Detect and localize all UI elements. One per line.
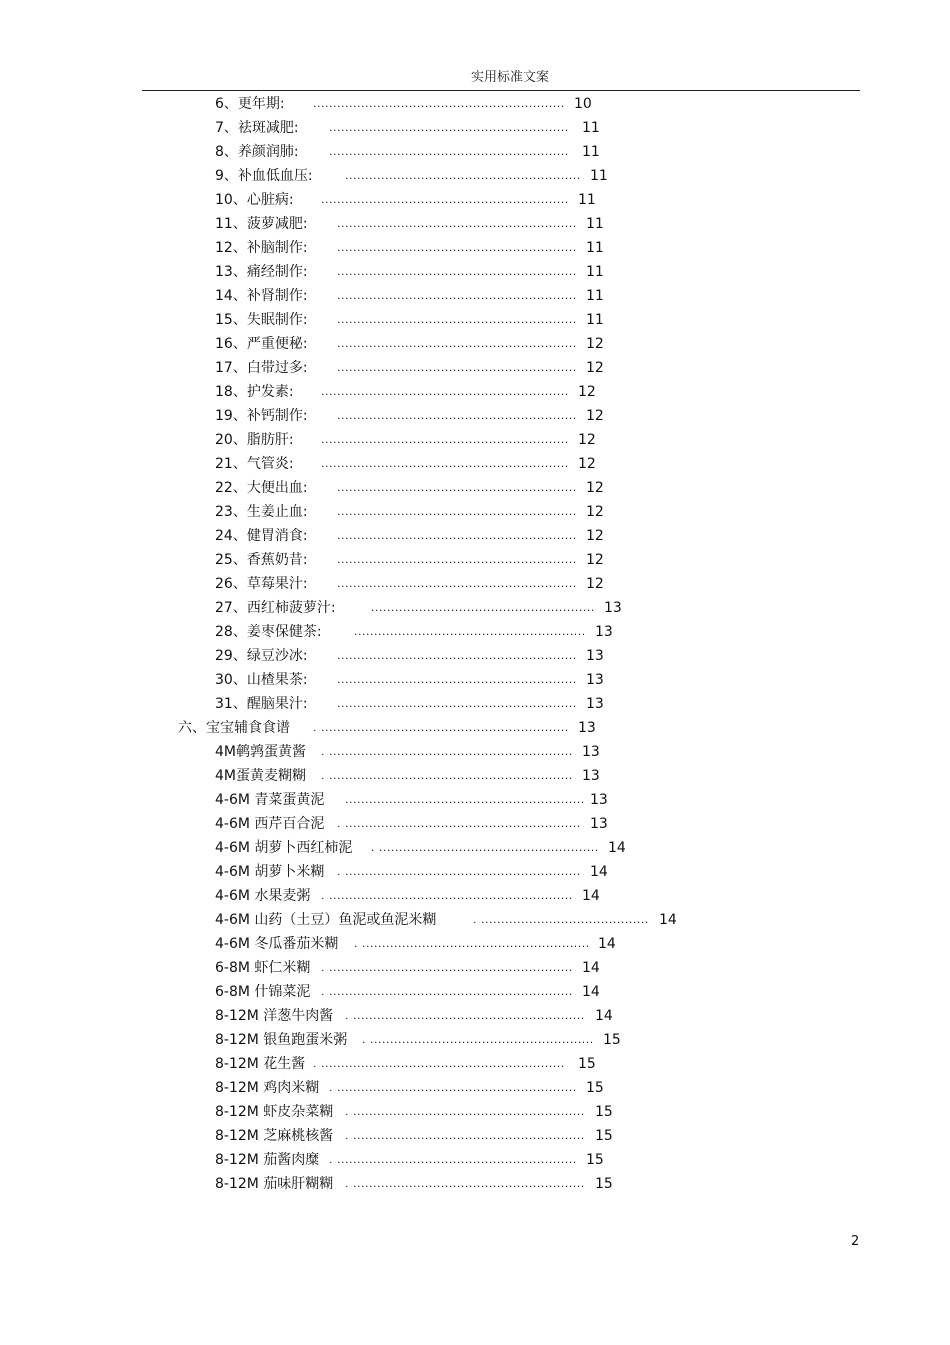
toc-entry[interactable] [0,1124,950,1148]
toc-entry-page-number: 13 [582,768,600,784]
toc-entry-page-number: 13 [582,744,600,760]
toc-entry-page-number: 15 [586,1152,604,1168]
toc-entry-leader-dots: . ....................................................... [371,841,599,854]
page-header-title: 实用标准文案 [470,70,549,85]
toc-entry[interactable] [0,548,950,572]
toc-entry-label: 4M鹌鹑蛋黄酱 [215,744,306,760]
toc-entry[interactable] [0,92,950,116]
toc-entry-page-number: 12 [578,384,596,400]
toc-entry-label: 4-6M 青菜蛋黄泥 [215,792,325,808]
toc-entry-page-number: 10 [574,96,592,112]
toc-entry-page-number: 14 [598,936,616,952]
toc-entry-label: 27、西红柿菠萝汁: [215,600,336,616]
toc-entry-leader-dots: ............................................................ [337,481,577,494]
toc-entry-label: 28、姜枣保健茶: [215,624,322,640]
toc-entry-leader-dots: ............................................................ [337,265,577,278]
toc-entry-label: 6-8M 什锦菜泥 [215,984,311,1000]
toc-entry-leader-dots: ............................................................ [337,505,577,518]
toc-entry-label: 31、醒脑果汁: [215,696,308,712]
toc-entry-leader-dots: . .......................................................... [345,1129,585,1142]
toc-entry-page-number: 12 [586,576,604,592]
toc-entry-page-number: 12 [586,552,604,568]
toc-entry-label: 4M蛋黄麦糊糊 [215,768,306,784]
toc-entry-leader-dots: . ............................................................ [329,1153,577,1166]
toc-entry-leader-dots: . ............................................................. [321,745,573,758]
toc-entry[interactable] [0,476,950,500]
toc-entry[interactable] [0,908,950,932]
toc-entry-page-number: 11 [582,144,600,160]
toc-entry-label: 8-12M 银鱼跑蛋米粥 [215,1032,348,1048]
toc-entry-leader-dots: .............................................................. [321,433,569,446]
toc-entry-leader-dots: ........................................................ [371,601,595,614]
toc-entry[interactable] [0,764,950,788]
toc-entry-page-number: 13 [586,696,604,712]
toc-entry-leader-dots: . ............................................................. [321,889,573,902]
toc-entry-page-number: 13 [586,672,604,688]
toc-entry-page-number: 15 [595,1176,613,1192]
toc-entry-page-number: 13 [604,600,622,616]
toc-entry[interactable] [0,884,950,908]
toc-entry-page-number: 12 [586,408,604,424]
toc-entry-label: 8-12M 芝麻桃核酱 [215,1128,334,1144]
table-of-contents [0,92,950,1196]
toc-entry-page-number: 12 [586,528,604,544]
toc-entry-label: 24、健胃消食: [215,528,308,544]
toc-entry[interactable] [0,812,950,836]
toc-entry-label: 6、更年期: [215,96,285,112]
toc-entry-leader-dots: .............................................................. [321,193,569,206]
toc-entry-page-number: 15 [595,1128,613,1144]
toc-entry-leader-dots: ............................................................ [337,673,577,686]
toc-entry[interactable] [0,140,950,164]
toc-entry[interactable] [0,1028,950,1052]
toc-entry-leader-dots: . ......................................................... [354,937,590,950]
toc-entry-page-number: 12 [578,432,596,448]
toc-entry-page-number: 11 [590,168,608,184]
toc-entry-label: 13、痛经制作: [215,264,308,280]
toc-entry-leader-dots: ............................................................ [337,313,577,326]
toc-entry-page-number: 11 [586,312,604,328]
toc-entry-leader-dots: . ........................................................... [337,817,581,830]
toc-entry-label: 10、心脏病: [215,192,294,208]
toc-entry-label: 14、补肾制作: [215,288,308,304]
toc-entry[interactable] [0,1004,950,1028]
toc-entry-leader-dots: ............................................................ [345,793,585,806]
toc-entry[interactable] [0,956,950,980]
toc-entry[interactable] [0,620,950,644]
toc-entry-leader-dots: ............................................................... [313,97,565,110]
toc-entry-page-number: 15 [595,1104,613,1120]
toc-entry-leader-dots: . .......................................................... [345,1009,585,1022]
toc-entry-label: 8-12M 茄味肝糊糊 [215,1176,334,1192]
toc-entry[interactable] [0,572,950,596]
toc-entry-leader-dots: ............................................................ [329,121,569,134]
toc-entry[interactable] [0,188,950,212]
toc-entry-label: 9、补血低血压: [215,168,313,184]
toc-entry-leader-dots: ............................................................ [337,217,577,230]
toc-entry[interactable] [0,452,950,476]
toc-entry-label: 4-6M 水果麦粥 [215,888,311,904]
toc-entry[interactable] [0,980,950,1004]
toc-entry[interactable] [0,380,950,404]
toc-entry-page-number: 15 [586,1080,604,1096]
toc-entry-leader-dots: . .......................................... [473,913,649,926]
toc-entry[interactable] [0,668,950,692]
toc-entry-page-number: 13 [578,720,596,736]
toc-entry[interactable] [0,788,950,812]
toc-entry-page-number: 13 [590,792,608,808]
toc-entry-label: 8-12M 花生酱 [215,1056,306,1072]
toc-entry-label: 6-8M 虾仁米糊 [215,960,311,976]
toc-entry[interactable] [0,716,950,740]
toc-entry-leader-dots: .......................................................... [354,625,586,638]
toc-entry-label: 4-6M 西芹百合泥 [215,816,325,832]
toc-entry[interactable] [0,212,950,236]
toc-entry-leader-dots: . .......................................................... [345,1105,585,1118]
toc-entry-page-number: 11 [586,240,604,256]
toc-entry-label: 8、养颜润肺: [215,144,299,160]
toc-entry-label: 8-12M 茄酱肉糜 [215,1152,320,1168]
toc-entry[interactable] [0,524,950,548]
toc-entry-label: 7、祛斑减肥: [215,120,299,136]
toc-entry-page-number: 15 [603,1032,621,1048]
toc-entry-label: 8-12M 鸡肉米糊 [215,1080,320,1096]
toc-entry[interactable] [0,1052,950,1076]
toc-entry-leader-dots: ............................................................ [337,409,577,422]
toc-entry-leader-dots: ............................................................ [337,697,577,710]
toc-entry-leader-dots: ............................................................ [329,145,569,158]
toc-entry-leader-dots: . ............................................................. [321,961,573,974]
toc-entry-leader-dots: ............................................................ [337,289,577,302]
toc-entry-label: 4-6M 胡萝卜西红柿泥 [215,840,353,856]
toc-entry[interactable] [0,308,950,332]
toc-entry-page-number: 12 [586,360,604,376]
toc-entry-page-number: 13 [586,648,604,664]
toc-entry-page-number: 14 [582,888,600,904]
toc-entry-leader-dots: . ............................................................ [329,1081,577,1094]
toc-entry-leader-dots: . ............................................................. [321,985,573,998]
toc-entry-page-number: 14 [659,912,677,928]
toc-entry-label: 18、护发素: [215,384,294,400]
toc-entry[interactable] [0,164,950,188]
toc-entry[interactable] [0,932,950,956]
toc-entry[interactable] [0,1100,950,1124]
toc-entry-leader-dots: ............................................................ [337,337,577,350]
toc-entry-leader-dots: . ............................................................. [313,1057,565,1070]
toc-entry-leader-dots: ............................................................ [337,577,577,590]
toc-entry-page-number: 11 [586,216,604,232]
toc-entry[interactable] [0,596,950,620]
toc-entry-label: 25、香蕉奶昔: [215,552,308,568]
toc-entry-label: 8-12M 虾皮杂菜糊 [215,1104,334,1120]
toc-entry-leader-dots: .............................................................. [321,457,569,470]
toc-entry-leader-dots: ............................................................ [337,241,577,254]
toc-entry-page-number: 11 [586,264,604,280]
toc-entry[interactable] [0,284,950,308]
toc-entry-label: 4-6M 冬瓜番茄米糊 [215,936,339,952]
toc-entry-label: 4-6M 胡萝卜米糊 [215,864,325,880]
toc-entry-page-number: 14 [582,960,600,976]
toc-entry[interactable] [0,692,950,716]
toc-entry[interactable] [0,836,950,860]
toc-entry-label: 15、失眠制作: [215,312,308,328]
toc-entry-label: 17、白带过多: [215,360,308,376]
toc-entry[interactable] [0,260,950,284]
toc-entry-leader-dots: . ........................................................... [337,865,581,878]
toc-entry-page-number: 11 [582,120,600,136]
header-divider [142,90,860,91]
toc-entry-leader-dots: ........................................................... [345,169,581,182]
toc-entry-page-number: 11 [586,288,604,304]
toc-entry[interactable] [0,500,950,524]
toc-entry-page-number: 14 [590,864,608,880]
toc-entry[interactable] [0,1148,950,1172]
toc-entry-page-number: 12 [578,456,596,472]
toc-entry-label: 12、补脑制作: [215,240,308,256]
toc-entry-page-number: 15 [578,1056,596,1072]
toc-entry-leader-dots: . .............................................................. [313,721,569,734]
toc-entry[interactable] [0,116,950,140]
toc-entry-page-number: 14 [608,840,626,856]
toc-entry[interactable] [0,428,950,452]
toc-entry-label: 20、脂肪肝: [215,432,294,448]
toc-entry-page-number: 14 [582,984,600,1000]
toc-entry-page-number: 13 [595,624,613,640]
toc-entry-leader-dots: .............................................................. [321,385,569,398]
toc-entry[interactable] [0,1172,950,1196]
toc-entry[interactable] [0,644,950,668]
toc-entry[interactable] [0,740,950,764]
toc-entry-leader-dots: ............................................................ [337,529,577,542]
toc-entry-label: 26、草莓果汁: [215,576,308,592]
toc-entry-page-number: 14 [595,1008,613,1024]
toc-entry-leader-dots: . ........................................................ [362,1033,594,1046]
toc-entry-label: 21、气管炎: [215,456,294,472]
toc-entry-label: 4-6M 山药（土豆）鱼泥或鱼泥米糊 [215,912,437,928]
toc-entry[interactable] [0,1076,950,1100]
toc-entry-label: 23、生姜止血: [215,504,308,520]
toc-entry-label: 22、大便出血: [215,480,308,496]
toc-entry[interactable] [0,860,950,884]
toc-entry[interactable] [0,356,950,380]
toc-entry-label: 19、补钙制作: [215,408,308,424]
toc-entry-label: 16、严重便秘: [215,336,308,352]
toc-entry-page-number: 13 [590,816,608,832]
toc-entry-label: 29、绿豆沙冰: [215,648,308,664]
toc-entry-leader-dots: . ............................................................. [321,769,573,782]
toc-entry[interactable] [0,236,950,260]
toc-entry-label: 六、宝宝辅食食谱 [178,720,290,736]
toc-entry-page-number: 11 [578,192,596,208]
toc-entry-label: 11、菠萝减肥: [215,216,308,232]
toc-entry-page-number: 12 [586,504,604,520]
toc-entry[interactable] [0,332,950,356]
toc-entry-leader-dots: ............................................................ [337,553,577,566]
page-number: 2 [851,1234,860,1249]
toc-entry-page-number: 12 [586,336,604,352]
toc-entry-leader-dots: ............................................................ [337,649,577,662]
toc-entry-leader-dots: ............................................................ [337,361,577,374]
toc-entry-leader-dots: . .......................................................... [345,1177,585,1190]
toc-entry[interactable] [0,404,950,428]
toc-entry-label: 8-12M 洋葱牛肉酱 [215,1008,334,1024]
toc-entry-page-number: 12 [586,480,604,496]
toc-entry-label: 30、山楂果茶: [215,672,308,688]
